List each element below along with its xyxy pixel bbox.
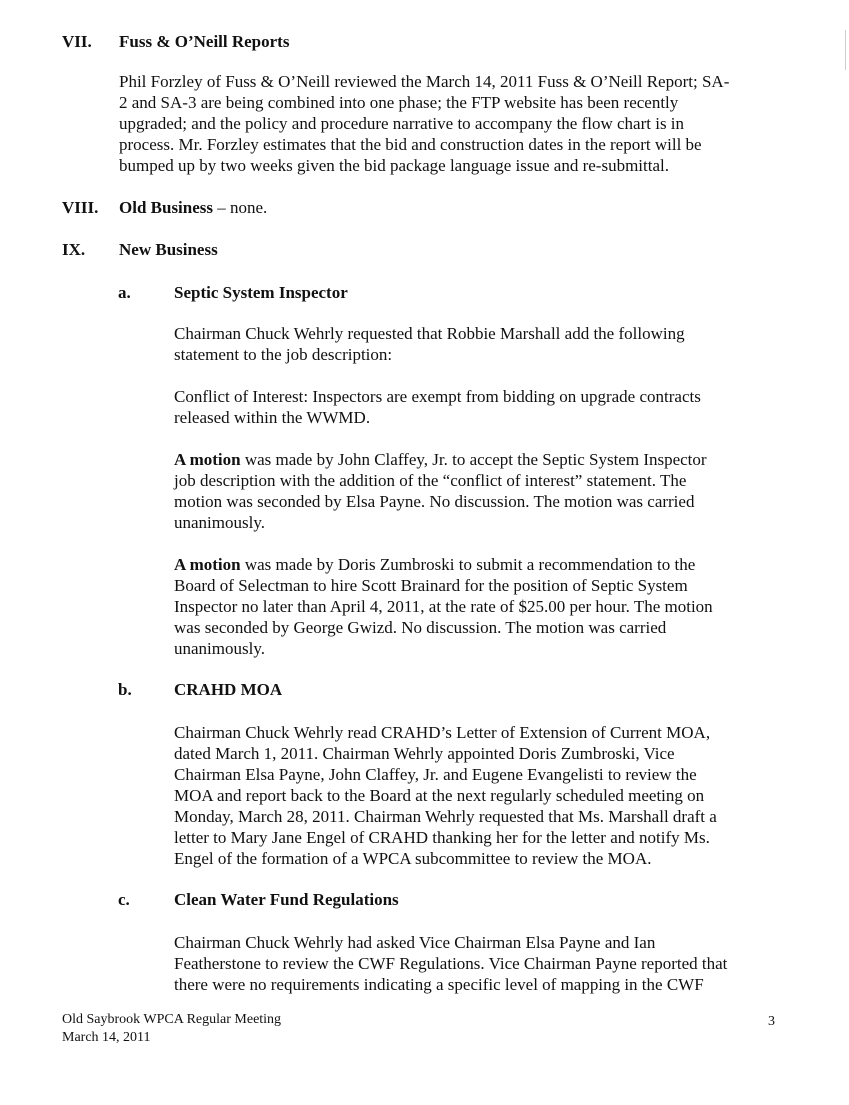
text-line: 2 and SA-3 are being combined into one phase; the FTP website has been recently: [119, 93, 679, 112]
text-line: Monday, March 28, 2011. Chairman Wehrly requested that Ms. Marshall draft a: [174, 807, 717, 826]
text-line: dated March 1, 2011. Chairman Wehrly appointed Doris Zumbroski, Vice: [174, 744, 675, 763]
text-line: unanimously.: [174, 513, 265, 532]
text-line: Featherstone to review the CWF Regulations. Vice Chairman Payne reported that: [174, 954, 728, 973]
subsection-letter: c.: [118, 890, 130, 909]
text-line: Chairman Chuck Wehrly had asked Vice Chairman Elsa Payne and Ian: [174, 933, 656, 952]
section-ix-heading: [62, 240, 218, 260]
subsection-a-motion-2: [174, 554, 713, 659]
text-line: statement to the job description:: [174, 345, 393, 364]
motion-label: A motion: [174, 450, 241, 469]
text-line: Phil Forzley of Fuss & O’Neill reviewed the March 14, 2011 Fuss & O’Neill Report; SA-: [119, 72, 730, 91]
subsection-a-motion-1: [174, 449, 707, 533]
motion-text: was made by John Claffey, Jr. to accept the Septic System Inspector: [240, 450, 707, 469]
text-line: bumped up by two weeks given the bid package language issue and re-submittal.: [119, 156, 669, 175]
text-line: job description with the addition of the “conflict of interest” statement. The: [174, 471, 687, 490]
subsection-b-heading: [118, 680, 282, 700]
subsection-a-paragraph-1: [174, 323, 685, 365]
subsection-letter: b.: [118, 680, 132, 699]
section-note: – none.: [213, 198, 268, 217]
section-vii-body: [119, 71, 729, 176]
text-line: motion was seconded by Elsa Payne. No discussion. The motion was carried: [174, 492, 695, 511]
text-line: [174, 554, 713, 575]
page-number: 3: [768, 1014, 775, 1029]
text-line: process. Mr. Forzley estimates that the bid and construction dates in the report will be: [119, 135, 702, 154]
text-line: released within the WWMD.: [174, 408, 371, 427]
section-title: New Business: [119, 240, 218, 259]
text-line: upgraded; and the policy and procedure narrative to accompany the flow chart is in: [119, 114, 685, 133]
subsection-title: Clean Water Fund Regulations: [174, 890, 399, 909]
motion-text: was made by Doris Zumbroski to submit a recommendation to the: [240, 555, 696, 574]
subsection-a-paragraph-2: [174, 386, 701, 428]
text-line: unanimously.: [174, 639, 265, 658]
text-line: Engel of the formation of a WPCA subcommittee to review the MOA.: [174, 849, 652, 868]
text-line: Chairman Chuck Wehrly read CRAHD’s Letter of Extension of Current MOA,: [174, 723, 711, 742]
section-vii-heading: [62, 32, 289, 52]
text-line: there were no requirements indicating a specific level of mapping in the CWF: [174, 975, 704, 994]
section-title: Old Business: [119, 198, 214, 217]
footer-meeting-title: Old Saybrook WPCA Regular Meeting: [62, 1012, 282, 1027]
section-number: VIII.: [62, 198, 99, 217]
text-line: MOA and report back to the Board at the next regularly scheduled meeting on: [174, 786, 705, 805]
text-line: was seconded by George Gwizd. No discussion. The motion was carried: [174, 618, 667, 637]
scan-edge-mark: [845, 30, 846, 70]
section-number: IX.: [62, 240, 86, 259]
text-line: Board of Selectman to hire Scott Brainard for the position of Septic System: [174, 576, 688, 595]
section-viii-heading: [62, 198, 267, 218]
footer-meeting-date: March 14, 2011: [62, 1030, 151, 1045]
text-line: Chairman Elsa Payne, John Claffey, Jr. and Eugene Evangelisti to review the: [174, 765, 697, 784]
motion-label: A motion: [174, 555, 241, 574]
text-line: Chairman Chuck Wehrly requested that Robbie Marshall add the following: [174, 324, 685, 343]
subsection-a-heading: [118, 283, 348, 303]
subsection-title: CRAHD MOA: [174, 680, 283, 699]
text-line: letter to Mary Jane Engel of CRAHD thanking her for the letter and notify Ms.: [174, 828, 710, 847]
subsection-letter: a.: [118, 283, 131, 302]
text-line: Conflict of Interest: Inspectors are exempt from bidding on upgrade contracts: [174, 387, 701, 406]
subsection-title: Septic System Inspector: [174, 283, 348, 302]
subsection-b-paragraph: [174, 722, 717, 869]
page-footer: [62, 1011, 281, 1047]
section-number: VII.: [62, 32, 92, 51]
text-line: Inspector no later than April 4, 2011, at the rate of $25.00 per hour. The motion: [174, 597, 713, 616]
section-title: Fuss & O’Neill Reports: [119, 32, 290, 51]
subsection-c-paragraph: [174, 932, 727, 995]
text-line: [174, 449, 707, 470]
subsection-c-heading: [118, 890, 399, 910]
